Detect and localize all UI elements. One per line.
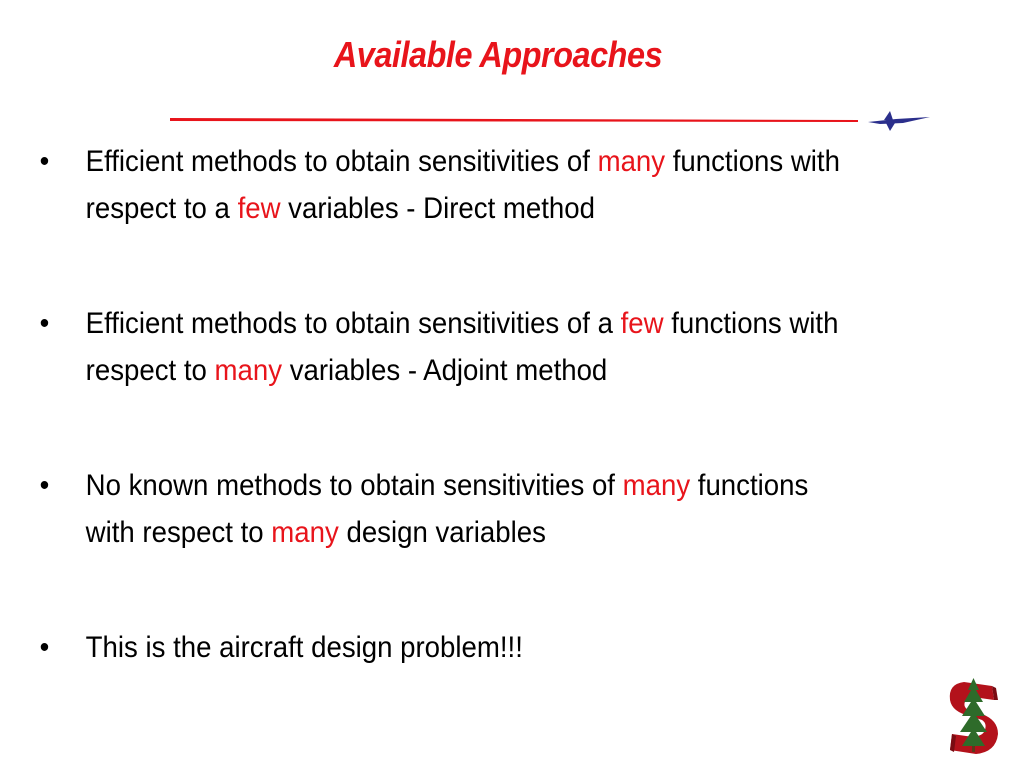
bullet-text: Efficient methods to obtain sensitivities of a <box>85 307 621 340</box>
highlight-text: many <box>214 354 283 387</box>
bullet-line <box>86 347 1006 394</box>
title-underline <box>168 108 938 132</box>
bullet-text: functions with <box>663 307 839 340</box>
bullet-item <box>36 138 1006 232</box>
bullet-text: respect to a <box>85 192 238 225</box>
bullet-text: functions with <box>665 145 840 178</box>
bullet-marker: • <box>39 307 50 340</box>
bullet-text: variables - Direct method <box>280 192 595 225</box>
highlight-text: many <box>622 469 691 502</box>
bullet-text: Efficient methods to obtain sensitivities of <box>85 145 598 178</box>
highlight-text: many <box>271 516 339 549</box>
bullet-marker: • <box>39 469 50 502</box>
bullet-item <box>36 300 1006 394</box>
bullet-marker: • <box>39 631 50 664</box>
bullet-marker: • <box>39 145 50 178</box>
jet-aircraft-icon <box>868 111 930 131</box>
bullet-item <box>36 462 1006 556</box>
bullet-text: with respect to <box>85 516 272 549</box>
bullet-item <box>36 624 1006 671</box>
bullet-line <box>86 138 1006 185</box>
bullet-text: No known methods to obtain sensitivities of <box>85 469 623 502</box>
bullet-text: functions <box>690 469 809 502</box>
bullet-line <box>86 185 1006 232</box>
stanford-s-tree-logo <box>944 676 1002 756</box>
bullet-text: This is the aircraft design problem!!! <box>85 631 523 664</box>
bullet-text: variables - Adjoint method <box>282 354 608 387</box>
slide-title: Available Approaches <box>333 34 663 75</box>
bullet-text: design variables <box>338 516 546 549</box>
bullet-line <box>86 624 1006 671</box>
highlight-text: many <box>597 145 666 178</box>
bullet-line <box>86 300 1006 347</box>
bullet-line <box>86 462 1006 509</box>
bullet-text: respect to <box>85 354 215 387</box>
highlight-text: few <box>237 192 281 225</box>
highlight-text: few <box>620 307 664 340</box>
bullet-line <box>86 509 1006 556</box>
bullet-list <box>36 138 996 671</box>
